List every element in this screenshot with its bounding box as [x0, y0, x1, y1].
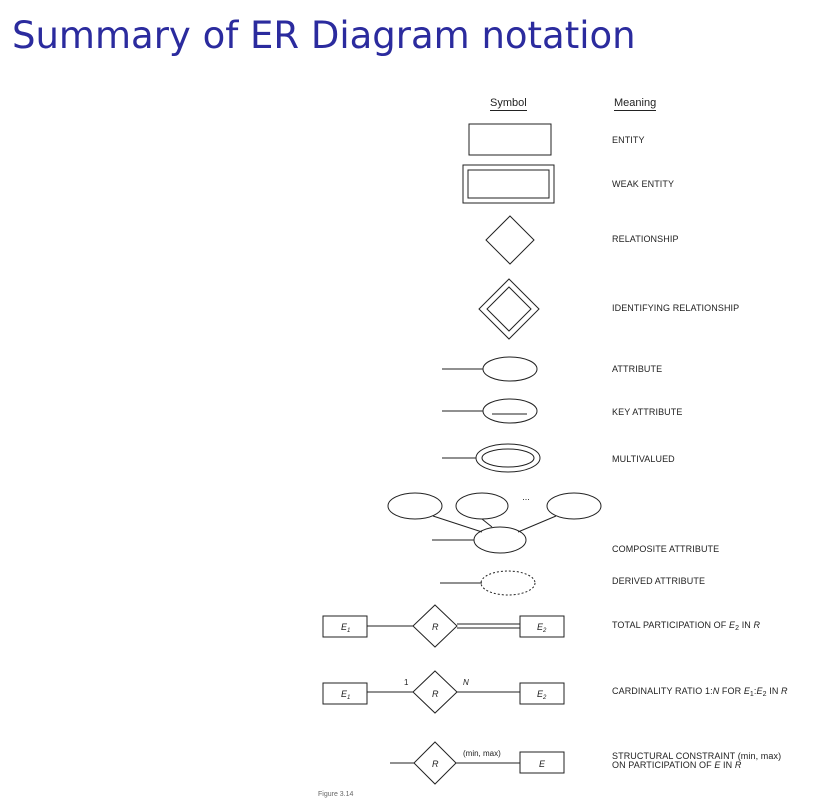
cardinality-n-label: N: [463, 678, 469, 687]
weak-entity-symbol: [463, 165, 554, 203]
symbol-column-header: Symbol: [490, 97, 527, 109]
multivalued-attribute-symbol: [442, 444, 540, 472]
e2-label: $E_2$: [537, 689, 547, 701]
meaning-attribute: ATTRIBUTE: [612, 364, 663, 374]
r-label: R: [432, 689, 439, 699]
meaning-entity: ENTITY: [612, 135, 645, 145]
r-label: R: [432, 622, 439, 632]
figure-caption: Figure 3.14: [318, 791, 354, 798]
meaning-weak-entity: WEAK ENTITY: [612, 179, 675, 189]
meaning-structural-constraint: STRUCTURAL CONSTRAINT (min, max) ON PARTICIPATION OF E IN R: [612, 751, 782, 770]
meaning-relationship: RELATIONSHIP: [612, 234, 679, 244]
cardinality-ratio-symbol: [323, 671, 564, 713]
key-attribute-symbol: [442, 399, 537, 423]
e1-label: $E_1$: [341, 622, 351, 634]
e2-label: $E_2$: [537, 622, 547, 634]
meaning-key-attribute: KEY ATTRIBUTE: [612, 407, 683, 417]
attribute-symbol: [442, 357, 537, 381]
derived-attribute-symbol: [440, 571, 535, 595]
e-label: E: [539, 759, 546, 769]
meaning-cardinality-ratio: CARDINALITY RATIO 1:N FOR $E_1:E_2$ IN R: [612, 686, 788, 698]
total-participation-symbol: [323, 605, 564, 647]
min-max-label: (min, max): [463, 749, 501, 758]
e1-label: $E_1$: [341, 689, 351, 701]
page-title: Summary of ER Diagram notation: [12, 14, 636, 57]
meaning-identifying-relationship: IDENTIFYING RELATIONSHIP: [612, 303, 740, 313]
composite-attribute-symbol: [388, 493, 601, 553]
r-label: R: [432, 759, 439, 769]
identifying-relationship-symbol: [479, 279, 539, 339]
meaning-composite-attribute: COMPOSITE ATTRIBUTE: [612, 544, 720, 554]
cardinality-one-label: 1: [404, 678, 409, 687]
relationship-symbol: [486, 216, 534, 264]
meaning-multivalued: MULTIVALUED: [612, 454, 675, 464]
meaning-column-header: Meaning: [614, 97, 657, 109]
entity-symbol: [469, 124, 551, 155]
meaning-total-participation: TOTAL PARTICIPATION OF $E_2$ IN R: [612, 620, 761, 632]
meaning-derived-attribute: DERIVED ATTRIBUTE: [612, 576, 706, 586]
composite-ellipsis: ...: [522, 492, 530, 502]
